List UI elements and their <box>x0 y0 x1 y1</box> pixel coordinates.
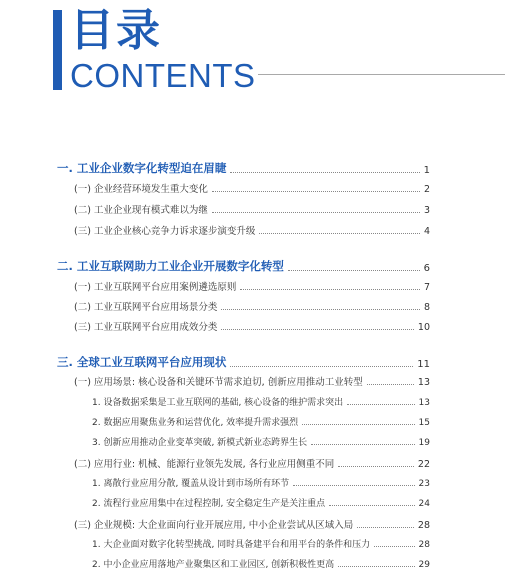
toc-entry-label: 1. 离散行业应用分散, 覆盖从设计到市场所有环节 <box>92 479 290 489</box>
leader-dots <box>212 191 420 192</box>
toc-entry-page: 10 <box>417 322 430 333</box>
toc-entry-page: 4 <box>423 226 430 237</box>
toc-entry[interactable] <box>92 476 430 489</box>
page-title-en: CONTENTS <box>70 57 256 94</box>
toc-entry-label: 2. 数据应用聚焦业务和运营优化, 效率提升需求强烈 <box>92 418 299 428</box>
toc-entry[interactable] <box>57 354 430 370</box>
toc-entry[interactable] <box>74 299 430 313</box>
toc-entry-page: 2 <box>423 184 430 195</box>
toc-entry[interactable] <box>74 202 430 216</box>
toc-entry-page: 13 <box>417 377 430 388</box>
toc-entry-page: 1 <box>423 165 430 176</box>
toc-entry[interactable] <box>74 319 430 333</box>
toc-entry[interactable] <box>74 374 430 388</box>
toc-entry-label: 2. 中小企业应用落地产业聚集区和工业园区, 创新积极性更高 <box>92 560 335 570</box>
leader-dots <box>230 366 413 367</box>
toc-entry-page: 23 <box>418 479 430 489</box>
page-title-cn: 目录 <box>70 5 162 56</box>
toc-entry-label: (三) 工业企业核心竞争力诉求逐步演变升级 <box>74 226 256 237</box>
toc-entry-page: 22 <box>417 459 430 470</box>
toc-entry[interactable] <box>57 160 430 176</box>
toc-entry[interactable] <box>74 279 430 293</box>
toc-entry-label: 3. 创新应用推动企业变革突破, 新模式新业态跨界生长 <box>92 438 308 448</box>
toc-entry[interactable] <box>92 537 430 550</box>
leader-dots <box>311 444 414 445</box>
leader-dots <box>329 505 414 506</box>
toc-entry-label: 1. 大企业面对数字化转型挑战, 同时具备建平台和用平台的条件和压力 <box>92 540 371 550</box>
leader-dots <box>221 329 413 330</box>
toc-entry[interactable] <box>92 395 430 408</box>
leader-dots <box>302 424 414 425</box>
leader-dots <box>240 289 420 290</box>
toc-entry-label: (二) 工业企业现有模式难以为继 <box>74 205 208 216</box>
leader-dots <box>367 384 414 385</box>
leader-dots <box>259 233 420 234</box>
toc-entry-page: 11 <box>417 359 430 370</box>
toc-entry-page: 28 <box>418 540 430 550</box>
toc-entry-label: (三) 工业互联网平台应用成效分类 <box>74 322 218 333</box>
toc-entry-label: (一) 应用场景: 核心设备和关键环节需求迫切, 创新应用推动工业转型 <box>74 377 363 388</box>
leader-dots <box>338 466 414 467</box>
leader-dots <box>212 212 420 213</box>
leader-dots <box>288 270 420 271</box>
toc-entry[interactable] <box>92 415 430 428</box>
toc-entry-label: (二) 应用行业: 机械、能源行业领先发展, 各行业应用侧重不同 <box>74 459 335 470</box>
toc-entry[interactable] <box>57 258 430 274</box>
toc-entry-label: 2. 流程行业应用集中在过程控制, 安全稳定生产是关注重点 <box>92 499 326 509</box>
toc-entry-page: 6 <box>423 263 430 274</box>
toc-entry-page: 24 <box>418 499 430 509</box>
toc-entry-label: 二. 工业互联网助力工业企业开展数字化转型 <box>57 259 284 273</box>
leader-dots <box>293 485 414 486</box>
leader-dots <box>374 546 414 547</box>
toc-entry-label: (一) 工业互联网平台应用案例遴选原则 <box>74 282 237 293</box>
leader-dots <box>357 527 414 528</box>
toc-entry-page: 29 <box>418 560 430 570</box>
leader-dots <box>221 309 420 310</box>
toc-entry[interactable] <box>74 223 430 237</box>
leader-dots <box>338 566 414 567</box>
toc-entry[interactable] <box>92 435 430 448</box>
toc-entry-label: 三. 全球工业互联网平台应用现状 <box>57 355 227 369</box>
toc-entry[interactable] <box>74 181 430 195</box>
toc-entry-label: (二) 工业互联网平台应用场景分类 <box>74 302 218 313</box>
toc-entry[interactable] <box>92 496 430 509</box>
toc-entry-page: 7 <box>423 282 430 293</box>
toc-entry-page: 15 <box>418 418 430 428</box>
leader-dots <box>347 404 414 405</box>
leader-dots <box>230 172 419 173</box>
toc-entry-page: 28 <box>417 520 430 531</box>
header-divider <box>258 74 505 75</box>
toc-entry-label: (三) 企业规模: 大企业面向行业开展应用, 中小企业尝试从区域入局 <box>74 520 354 531</box>
toc-entry-label: (一) 企业经营环境发生重大变化 <box>74 184 208 195</box>
toc-entry[interactable] <box>92 557 430 570</box>
header-accent-bar <box>53 10 62 90</box>
toc-entry-page: 8 <box>423 302 430 313</box>
toc-entry-page: 3 <box>423 205 430 216</box>
toc-entry-page: 19 <box>418 438 430 448</box>
toc-entry[interactable] <box>74 517 430 531</box>
toc-entry-label: 一. 工业企业数字化转型迫在眉睫 <box>57 161 227 175</box>
toc-entry-label: 1. 设备数据采集是工业互联网的基础, 核心设备的维护需求突出 <box>92 398 344 408</box>
toc-entry[interactable] <box>74 456 430 470</box>
toc-entry-page: 13 <box>418 398 430 408</box>
